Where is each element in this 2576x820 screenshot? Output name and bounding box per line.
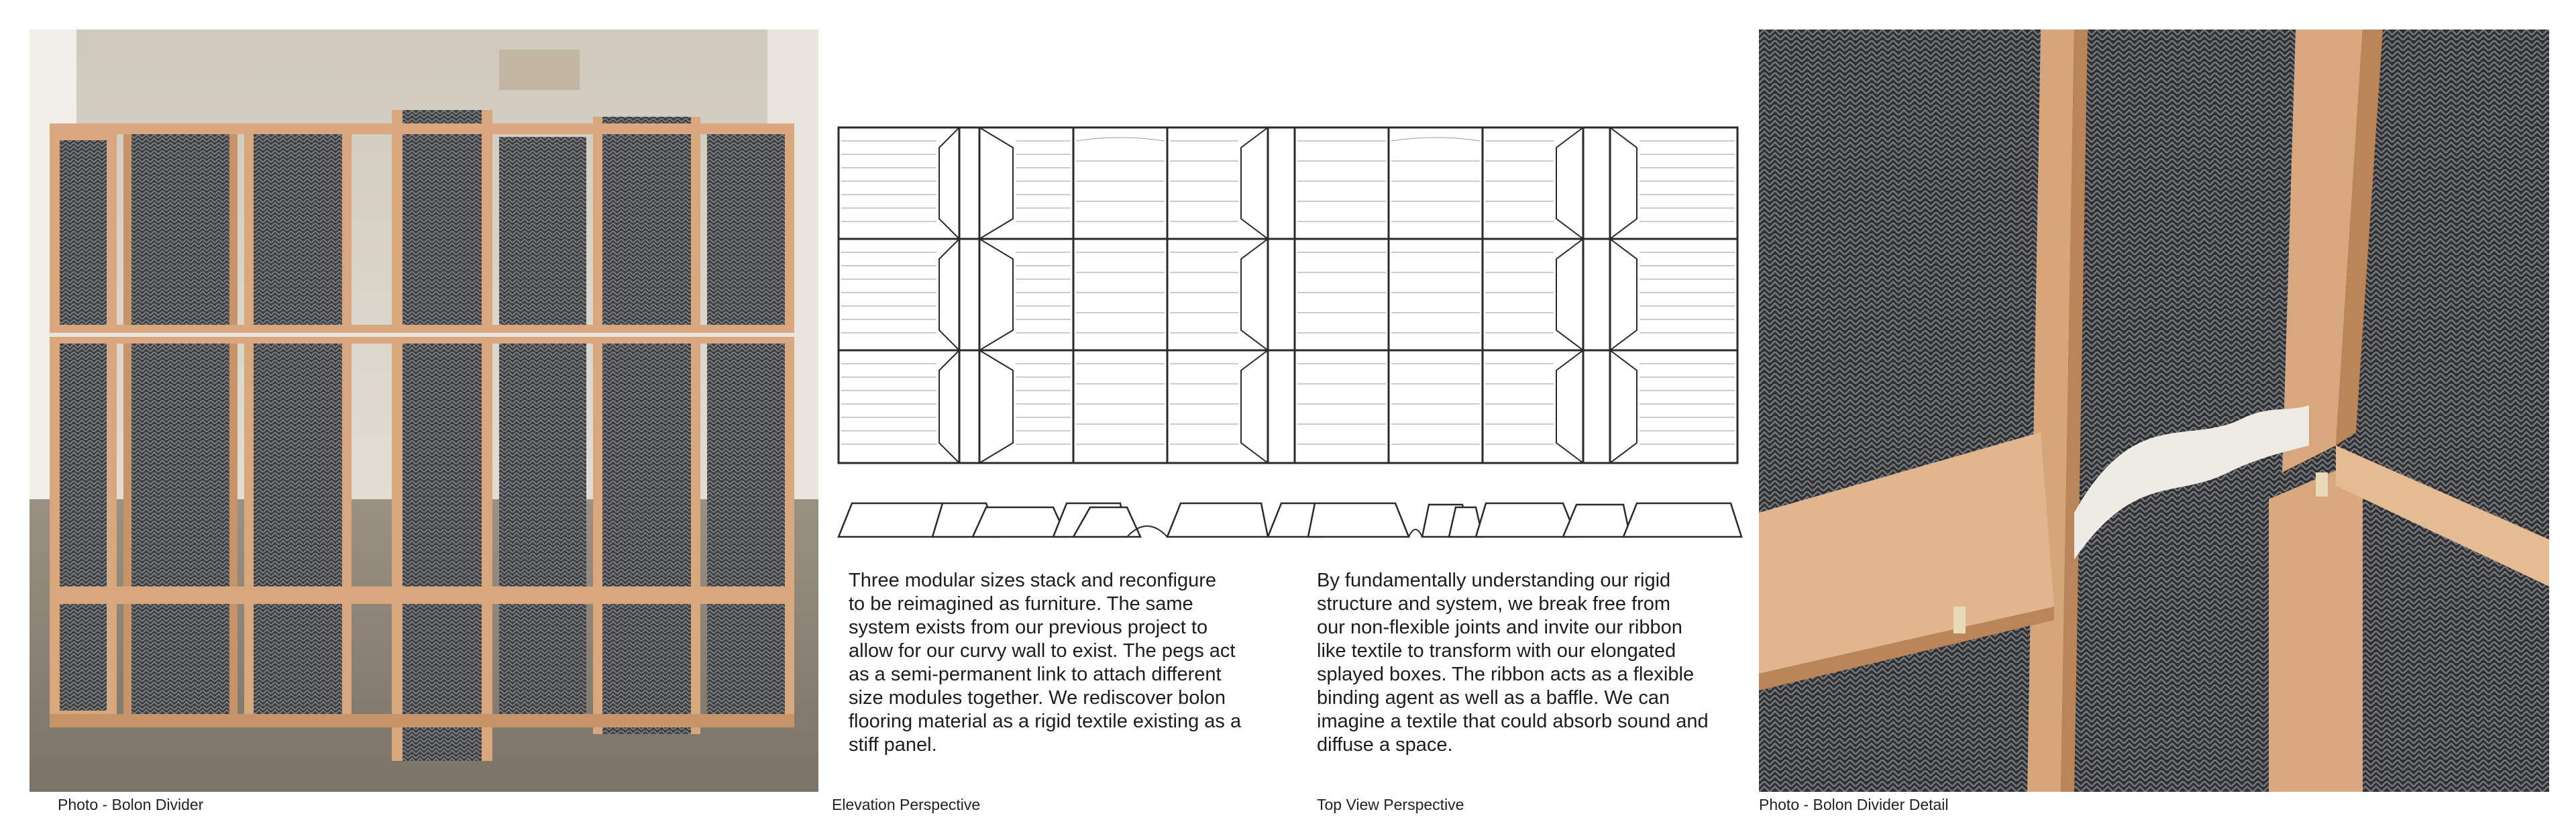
text-line: like textile to transform with our elongated — [1317, 640, 1676, 662]
top-view-drawing — [832, 495, 1748, 542]
text-line: splayed boxes. The ribbon acts as a flexible — [1317, 664, 1695, 685]
text-line: allow for our curvy wall to exist. The pegs act — [849, 640, 1236, 662]
text-line: stiff panel. — [849, 734, 937, 756]
text-line: Three modular sizes stack and reconfigure — [849, 570, 1217, 591]
photo-bolon-divider-detail — [1759, 30, 2549, 792]
elevation-line-drawing — [832, 121, 1748, 470]
text-line: By fundamentally understanding our rigid — [1317, 570, 1671, 591]
text-line: flooring material as a rigid textile existing as a — [849, 711, 1242, 732]
photo-detail-image — [1759, 30, 2549, 792]
text-line: size modules together. We rediscover bolon — [849, 687, 1226, 709]
text-line: to be reimagined as furniture. The same — [849, 593, 1193, 615]
divider-modules — [50, 110, 794, 761]
text-line: diffuse a space. — [1317, 734, 1453, 756]
text-line: structure and system, we break free from — [1317, 593, 1671, 615]
caption-elevation-perspective: Elevation Perspective — [832, 796, 981, 813]
photo-bolon-divider — [30, 30, 818, 792]
photo-bolon-divider-image — [30, 30, 818, 792]
top-view-description — [1317, 569, 1746, 757]
elevation-drawing — [832, 121, 1748, 470]
text-line: as a semi-permanent link to attach different — [849, 664, 1222, 685]
caption-photo-bolon-divider: Photo - Bolon Divider — [58, 796, 204, 813]
text-line: our non-flexible joints and invite our ribbon — [1317, 617, 1682, 638]
top-view-line-drawing — [832, 495, 1748, 542]
caption-photo-bolon-divider-detail: Photo - Bolon Divider Detail — [1759, 796, 1949, 813]
text-line: system exists from our previous project to — [849, 617, 1208, 638]
text-line: imagine a textile that could absorb sound and — [1317, 711, 1709, 732]
text-line: binding agent as well as a baffle. We can — [1317, 687, 1670, 709]
elevation-description — [849, 569, 1291, 757]
caption-top-view-perspective: Top View Perspective — [1317, 796, 1464, 813]
